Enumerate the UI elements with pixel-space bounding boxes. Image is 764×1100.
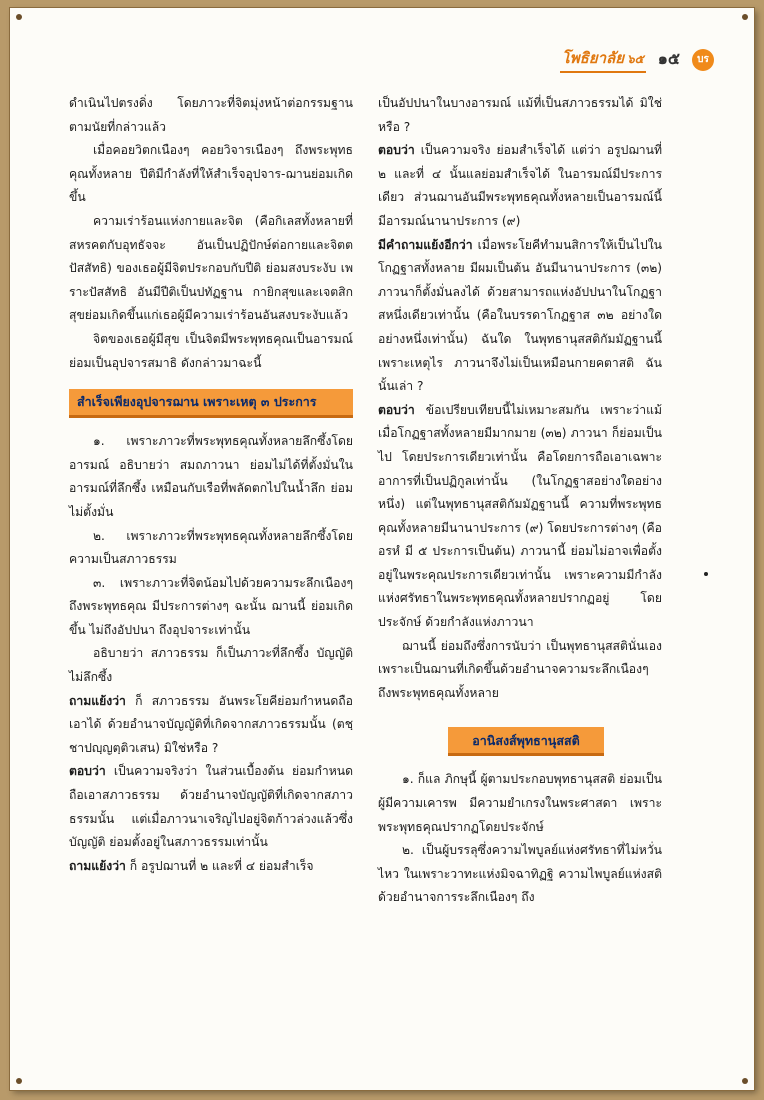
paragraph: เมื่อคอยวิตกเนืองๆ คอยวิจารเนืองๆ ถึงพระพุทธคุณทั้งหลาย ปีติมีกำลังที่ให้สำเร็จอุปจาร-ฌานย่อมเกิดขึ้น (69, 143, 353, 205)
corner-pin (742, 14, 748, 20)
list-item: ๒. เป็นผู้บรรลุซึ่งความไพบูลย์แห่งศรัทธาที่ไม่หวั่นไหว ในเพราะวาทะแห่งมิจฉาทิฏฐิ ความไพบูลย์แห่งสติ ด้วยอำนาจการระลึกเนืองๆ ถึง (378, 843, 662, 905)
question-text: ก็ อรูปฌานที่ ๒ และที่ ๔ ย่อมสำเร็จ (125, 858, 314, 873)
list-item: ๒. เพราะภาวะที่พระพุทธคุณทั้งหลายลึกซึ้งโดยความเป็นสภาวธรรม (69, 528, 353, 567)
answer-label: ตอบว่า (378, 402, 415, 417)
answer-paragraph (378, 399, 662, 635)
corner-pin (16, 1078, 22, 1084)
question-label: ถามแย้งว่า (69, 693, 126, 708)
paragraph: ฌานนี้ ย่อมถึงซึ่งการนับว่า เป็นพุทธานุสสตินั่นเอง เพราะเป็นฌานที่เกิดขึ้นด้วยอำนาจความระลึกเนืองๆ ถึงพระพุทธคุณทั้งหลาย (378, 638, 662, 700)
page-number: ๑๕ (657, 49, 680, 68)
margin-dot (704, 572, 708, 576)
question-paragraph (69, 855, 353, 879)
answer-text: ข้อเปรียบเทียบนี้ไม่เหมาะสมกัน เพราะว่าแม้เมื่อโกฏฐาสทั้งหลายมีมากมาย (๓๒) ภาวนา ก็ย่อมเป็นไป โดยประการเดียวเท่านั้น คือโดยการถือเอาเฉพาะอาการที่เป็นปฏิกูลเท่านั้น (ในโกฏฐาสอย่างใดอย่างหนึ่ง) แต่ในพุทธานุสสติกัมมัฏฐานนี้ ความที่พระพุทธคุณทั้งหลายมีนานาประการ (๙) โดยประการต่างๆ (คืออรหํ มี ๕ ประการเป็นต้น) ภาวนานี้ ย่อมไม่อาจเพื่อตั้งอยู่ในพระคุณประการเดียวเท่านั้น เพราะความมีกำลังแห่งศรัทธาในพระพุทธคุณทั้งหลายปรากฏอยู่ โดยประจักษ์ ด้วยกำลังแห่งภาวนา (378, 402, 662, 630)
answer-text: เป็นความจริงว่า ในส่วนเบื้องต้น ย่อมกำหนดถือเอาสภาวธรรม ด้วยอำนาจบัญญัติที่เกิดจากสภาวธรรมนั้น แต่เมื่อภาวนาเจริญไปอยู่จิตก้าวล่วงแล้วซึ่งบัญญัติ ย่อมตั้งอยู่ในสภาวธรรมเท่านั้น (69, 764, 353, 850)
answer-label: ตอบว่า (378, 143, 415, 158)
question-paragraph (69, 690, 353, 761)
answer-paragraph (69, 760, 353, 854)
question-label: มีคำถามแย้งอีกว่า (378, 237, 473, 252)
paragraph: อธิบายว่า สภาวธรรม ก็เป็นภาวะที่ลึกซึ้ง บัญญัติไม่ลึกซึ้ง (69, 646, 353, 685)
list-item: ๑. ก็แล ภิกษุนี้ ผู้ตามประกอบพุทธานุสสติ ย่อมเป็นผู้มีความเคารพ มีความยำเกรงในพระศาสดา เพราะพระพุทธคุณปรากฏโดยประจักษ์ (378, 772, 662, 834)
question-paragraph (378, 234, 662, 399)
question-label: ถามแย้งว่า (69, 858, 126, 873)
question-text: ก็ สภาวธรรม อันพระโยคีย่อมกำหนดถือเอาได้ ด้วยอำนาจบัญญัติที่เกิดจากสภาวธรรมนั้น (ตชฺชาปญฺญตฺติวเสน) มิใช่หรือ ? (69, 693, 353, 755)
answer-text: เป็นความจริง ย่อมสำเร็จได้ แต่ว่า อรูปฌานที่ ๒ และที่ ๔ นั้นแลย่อมสำเร็จได้ ในอารมณ์มีประการเดียว ส่วนฌานอันมีพระพุทธคุณทั้งหลายเป็นอารมณ์นี้ มีอารมณ์นานาประการ (๙) (378, 143, 662, 228)
list-item: ๑. เพราะภาวะที่พระพุทธคุณทั้งหลายลึกซึ้งโดยอารมณ์ อธิบายว่า สมถภาวนา ย่อมไม่ได้ที่ตั้งมั่นในอารมณ์ที่ลึกซึ้ง เหมือนกับเรือที่พลัดตกไปในน้ำลึก ย่อมไม่ตั้งมั่น (69, 434, 353, 519)
paragraph: ดำเนินไปตรงดิ่ง โดยภาวะที่จิตมุ่งหน้าต่อกรรมฐาน ตามนัยที่กล่าวแล้ว (69, 96, 353, 134)
answer-label: ตอบว่า (69, 764, 106, 779)
paragraph: จิตของเธอผู้มีสุข เป็นจิตมีพระพุทธคุณเป็นอารมณ์ ย่อมเป็นอุปจารสมาธิ ดังกล่าวมาฉะนี้ (69, 331, 353, 370)
section-heading: อานิสงส์พุทธานุสสติ (448, 727, 604, 756)
paragraph: เป็นอัปปนาในบางอารมณ์ แม้ที่เป็นสภาวธรรมได้ มิใช่หรือ ? (378, 96, 662, 134)
section-heading: สำเร็จเพียงอุปจารฌาน เพราะเหตุ ๓ ประการ (69, 389, 353, 418)
corner-pin (16, 14, 22, 20)
left-column (69, 92, 353, 878)
list-item: ๓. เพราะภาวะที่จิตน้อมไปด้วยความระลึกเนืองๆ ถึงพระพุทธคุณ มีประการต่างๆ ฉะนั้น ฌานนี้ ย่อมเกิดขึ้น ไม่ถึงอัปปนา ถึงอุปจาระเท่านั้น (69, 575, 353, 637)
magazine-logo: โพธิยาลัย ๖๕ (560, 46, 646, 73)
brand-badge-icon: บร (692, 49, 714, 71)
issue-number: ๖๕ (627, 52, 644, 66)
paragraph: ความเร่าร้อนแห่งกายและจิต (คือกิเลสทั้งหลายที่สหรคตกับอุทธัจจะ อันเป็นปฏิปักษ์ต่อกายและจิตตปัสสัทธิ) ของเธอผู้มีจิตประกอบกับปีติ ย่อมสงบระงับ เพราะปัสสัทธิ อันมีปีติเป็นปทัฏฐาน กายิกสุขและเจตสิกสุขย่อมเกิดขึ้นแก่เธอผู้มีความเร่าร้อนอันสงบระงับแล้ว (69, 213, 353, 323)
corner-pin (742, 1078, 748, 1084)
right-column (378, 92, 662, 910)
answer-paragraph (378, 139, 662, 233)
question-text: เมื่อพระโยคีทำมนสิการให้เป็นไปในโกฏฐาสทั้งหลาย มีผมเป็นต้น อันมีนานาประการ (๓๒) ภาวนาก็ตั้งมั่นลงได้ ด้วยสามารถแห่งอัปปนาในโกฏฐาสหนึ่งเดียวเท่านั้น (คือในบรรดาโกฏฐาส ๓๒ อย่างใดอย่างหนึ่งเท่านั้น) ฉันใด ในพุทธานุสสติกัมมัฏฐานนี้ เพราะเหตุไร ภาวนาจึงไม่เป็นเหมือนกายคตาสติ ฉันนั้นเล่า ? (378, 237, 662, 394)
page-header (560, 46, 714, 73)
